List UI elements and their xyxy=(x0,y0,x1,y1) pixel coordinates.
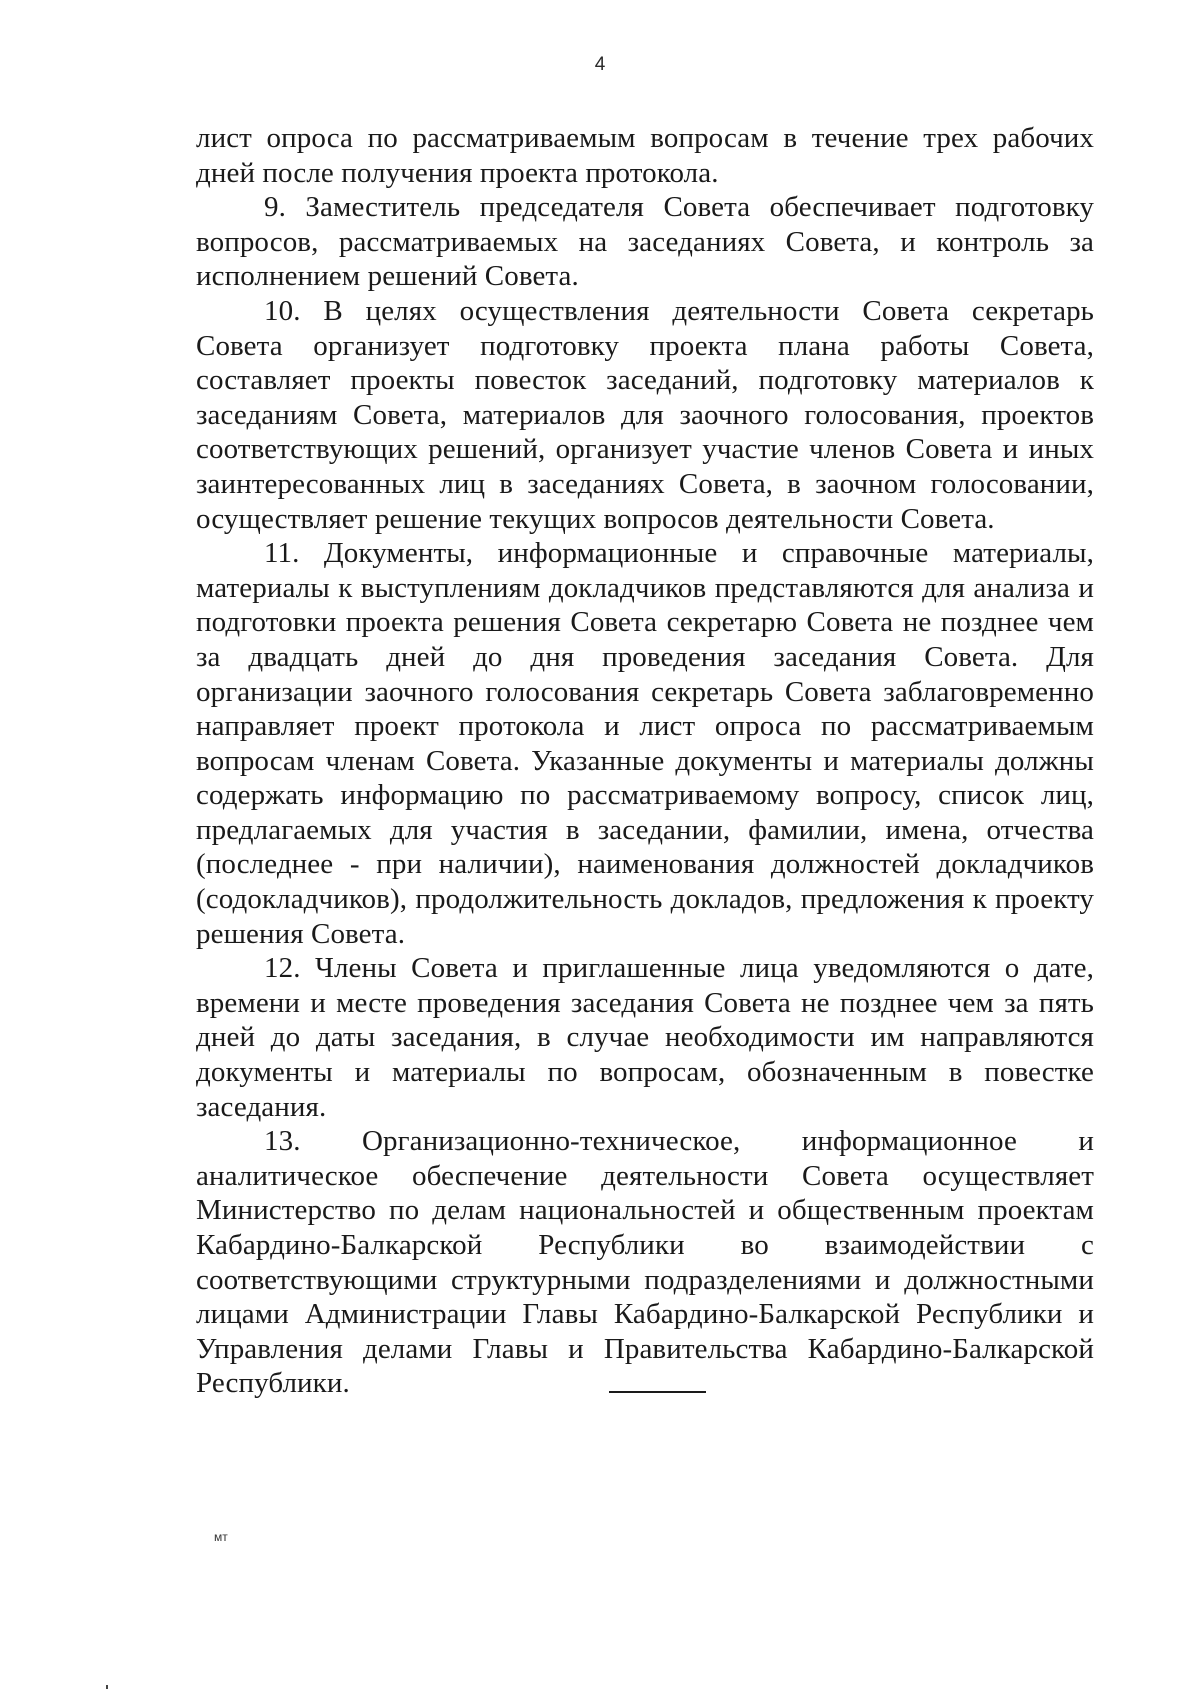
paragraph-item-11: 11. Документы, информационные и справочные материалы, материалы к выступлениям докладчиков представляются для анализа и подготовки проекта решения Совета секретарю Совета не позднее чем за двадцать дней до дня проведения заседания Совета. Для организации заочного голосования секретарь Совета заблаговременно направляет проект протокола и лист опроса по рассматриваемым вопросам членам Совета. Указанные документы и материалы должны содержать информацию по рассматриваемому вопросу, список лиц, предлагаемых для участия в заседании, фамилии, имена, отчества (последнее - при наличии), наименования должностей докладчиков (содокладчиков), продолжительность докладов, предложения к проекту решения Совета. xyxy=(196,537,1094,950)
page-number: 4 xyxy=(594,54,606,75)
document-body xyxy=(196,121,1094,1401)
paragraph-item-12: 12. Члены Совета и приглашенные лица уведомляются о дате, времени и месте проведения заседания Совета не позднее чем за пять дней до даты заседания, в случае необходимости им направляются документы и материалы по вопросам, обозначенным в повестке заседания. xyxy=(196,952,1094,1123)
paragraph-continuation: лист опроса по рассматриваемым вопросам в течение трех рабочих дней после получения проекта протокола. xyxy=(196,122,1094,189)
end-separator-line xyxy=(609,1391,706,1393)
paragraph-item-9: 9. Заместитель председателя Совета обеспечивает подготовку вопросов, рассматриваемых на заседаниях Совета, и контроль за исполнением решений Совета. xyxy=(196,191,1094,293)
paragraph-item-13: 13. Организационно-техническое, информационное и аналитическое обеспечение деятельности Совета осуществляет Министерство по делам национальностей и общественным проектам Кабардино-Балкарской Республики во взаимодействии с соответствующими структурными подразделениями и должностными лицами Администрации Главы Кабардино-Балкарской Республики и Управления делами Главы и Правительства Кабардино-Балкарской Республики. xyxy=(196,1125,1094,1400)
footer-initials: мт xyxy=(214,1530,228,1544)
scan-artifact-mark xyxy=(106,1685,108,1689)
paragraph-item-10: 10. В целях осуществления деятельности Совета секретарь Совета организует подготовку проекта плана работы Совета, составляет проекты повесток заседаний, подготовку материалов к заседаниям Совета, материалов для заочного голосования, проектов соответствующих решений, организует участие членов Совета и иных заинтересованных лиц в заседаниях Совета, в заочном голосовании, осуществляет решение текущих вопросов деятельности Совета. xyxy=(196,294,1094,535)
